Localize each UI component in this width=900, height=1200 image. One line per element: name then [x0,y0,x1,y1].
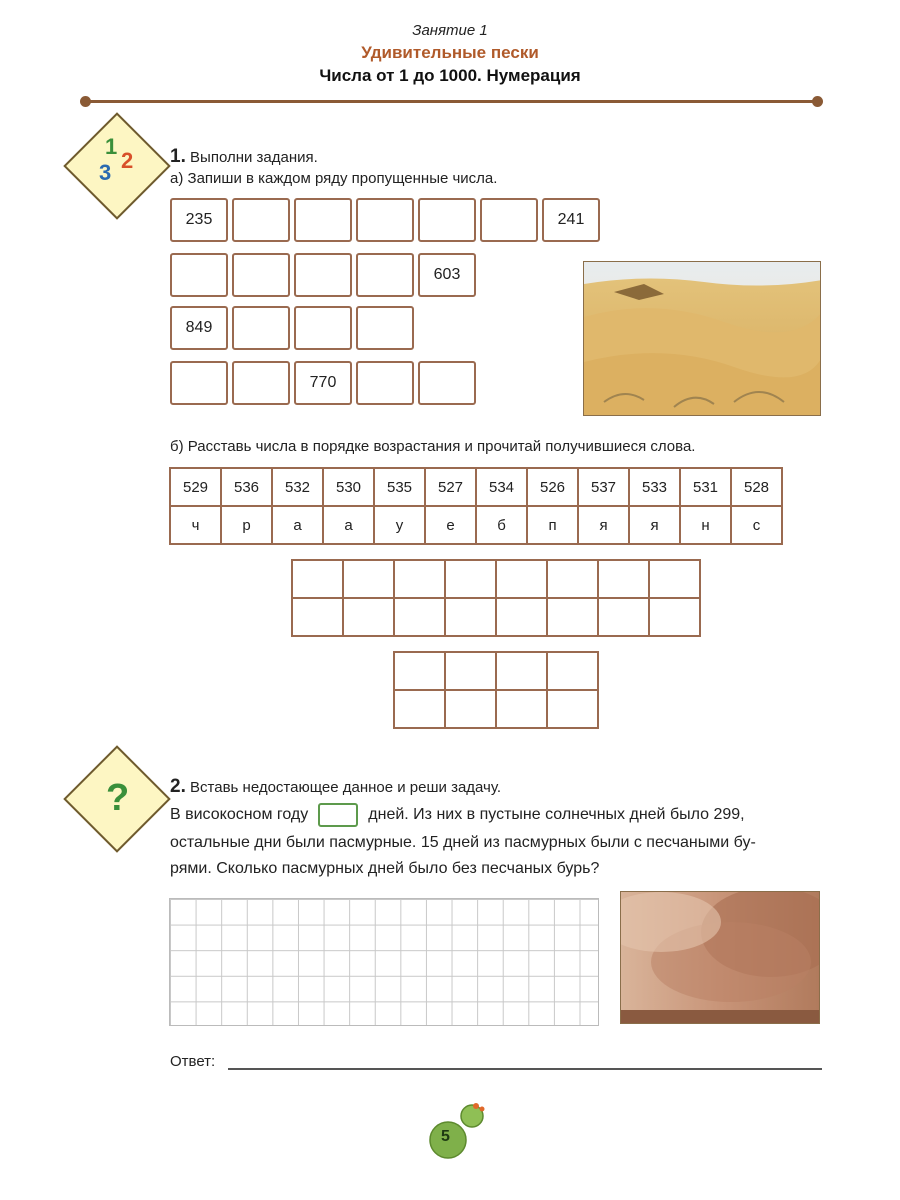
digit-one: 1 [105,134,118,159]
task2-text-start: В високосном году [170,806,309,823]
number-value: 531 [680,468,731,506]
desert-dunes-photo [583,261,821,416]
answer-cell[interactable] [547,690,598,728]
answer-cell[interactable] [598,598,649,636]
lesson-subtitle: Числа от 1 до 1000. Нумерация [319,66,581,85]
blank-cell[interactable] [294,306,352,350]
number-cell: 770 [294,361,352,405]
answer-cell[interactable] [598,560,649,598]
answer-cell[interactable] [394,652,445,690]
blank-cell[interactable] [170,253,228,297]
blank-cell[interactable] [356,306,414,350]
task2-problem-line3: рями. Сколько пасмурных дней было без песчаных бурь? [170,860,600,877]
blank-cell[interactable] [356,253,414,297]
lesson-label: Занятие 1 [412,22,488,39]
numbers-diamond-icon [79,128,155,204]
lesson-title: Удивительные пески [361,43,539,62]
number-value: 537 [578,468,629,506]
letter-value: я [578,506,629,544]
blank-cell[interactable] [170,361,228,405]
answer-cell[interactable] [496,598,547,636]
answer-cell[interactable] [445,560,496,598]
number-cell: 235 [170,198,228,242]
task1-number: 1. [170,146,186,167]
task1-heading [170,146,318,169]
answer-cell[interactable] [496,560,547,598]
letter-value: р [221,506,272,544]
number-value: 532 [272,468,323,506]
number-cell: 849 [170,306,228,350]
answer-cell[interactable] [496,690,547,728]
answer-cell[interactable] [547,652,598,690]
answer-cell[interactable] [292,598,343,636]
answer-grid-word1 [291,559,701,637]
answer-underline[interactable] [228,1068,822,1070]
page-header [0,22,900,86]
question-mark: ? [106,777,130,819]
letter-value: а [272,506,323,544]
answer-cell[interactable] [649,598,700,636]
blank-cell[interactable] [418,198,476,242]
answer-cell[interactable] [547,598,598,636]
answer-cell[interactable] [547,560,598,598]
number-cell: 241 [542,198,600,242]
number-value: 527 [425,468,476,506]
cactus-badge-icon [420,1098,490,1168]
number-value: 535 [374,468,425,506]
blank-cell[interactable] [418,361,476,405]
task2-problem-line2: остальные дни были пасмурные. 15 дней из пасмурных были с песчаными бу- [170,834,756,851]
blank-cell[interactable] [232,198,290,242]
number-value: 526 [527,468,578,506]
answer-cell[interactable] [394,560,445,598]
answer-cell[interactable] [649,560,700,598]
task2-text-after-box: дней. Из них в пустыне солнечных дней было 299, [368,806,745,823]
missing-value-box[interactable] [318,803,358,827]
digit-three: 3 [99,160,112,185]
digit-two: 2 [121,148,134,173]
page-number-badge [420,1098,490,1168]
blank-cell[interactable] [232,306,290,350]
task2-problem-line1 [170,802,830,828]
letter-value: б [476,506,527,544]
letter-value: ч [170,506,221,544]
answer-cell[interactable] [496,652,547,690]
letter-value: у [374,506,425,544]
number-value: 529 [170,468,221,506]
task2-number: 2. [170,776,186,797]
task2-instruction: Вставь недостающее данное и реши задачу. [190,779,502,796]
blank-cell[interactable] [480,198,538,242]
blank-cell[interactable] [294,253,352,297]
task2-heading [170,776,501,799]
answer-cell[interactable] [445,598,496,636]
letter-value: п [527,506,578,544]
answer-cell[interactable] [445,652,496,690]
blank-cell[interactable] [294,198,352,242]
header-rule [84,100,818,103]
number-value: 533 [629,468,680,506]
number-value: 534 [476,468,527,506]
answer-cell[interactable] [394,690,445,728]
letter-value: с [731,506,782,544]
letter-value: е [425,506,476,544]
answer-cell[interactable] [445,690,496,728]
number-value: 528 [731,468,782,506]
numbers-row [170,468,782,506]
number-value: 536 [221,468,272,506]
task1-instruction: Выполни задания. [190,149,318,166]
number-value: 530 [323,468,374,506]
answer-grid-word2 [393,651,599,729]
number-cell: 603 [418,253,476,297]
answer-cell[interactable] [343,598,394,636]
letter-value: я [629,506,680,544]
page-number: 5 [441,1128,450,1145]
numbers-letters-table [169,467,783,545]
letters-row [170,506,782,544]
solution-grid[interactable] [169,898,599,1026]
task1-part-b: б) Расставь числа в порядке возрастания и прочитай получившиеся слова. [170,438,696,455]
letter-value: н [680,506,731,544]
blank-cell[interactable] [232,253,290,297]
sandstorm-photo [620,891,820,1024]
task1-part-a: а) Запиши в каждом ряду пропущенные числа. [170,170,498,187]
answer-cell[interactable] [394,598,445,636]
answer-cell[interactable] [343,560,394,598]
blank-cell[interactable] [356,361,414,405]
answer-label: Ответ: [170,1053,216,1070]
answer-cell[interactable] [292,560,343,598]
blank-cell[interactable] [356,198,414,242]
question-diamond-icon [79,761,155,837]
rule-dot-right [812,96,823,107]
blank-cell[interactable] [232,361,290,405]
letter-value: а [323,506,374,544]
